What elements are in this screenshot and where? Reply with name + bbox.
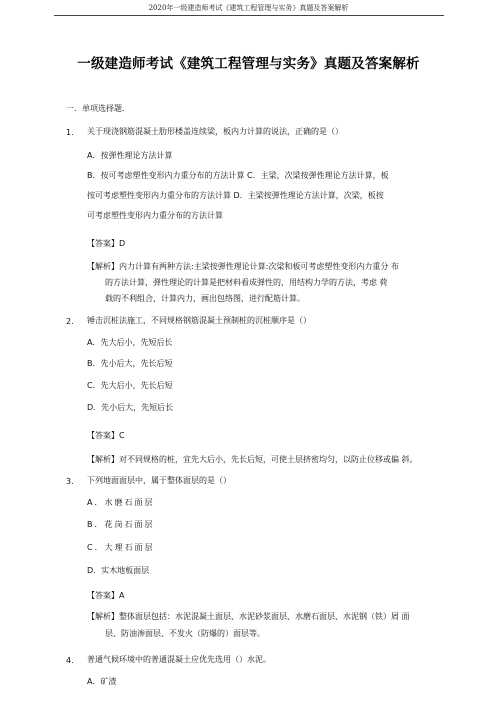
option-line: A．矿渣 bbox=[87, 677, 117, 686]
analysis-line: 层、防油渗面层、不发火（防爆的）面层等。 bbox=[105, 629, 265, 638]
option-line: D．实木地板面层 bbox=[87, 566, 150, 575]
option-line: C．大理石面层 bbox=[87, 543, 155, 552]
section-heading: 一．单项选择题. bbox=[66, 104, 125, 113]
option-line: B．花岗石面层 bbox=[87, 520, 155, 529]
option-line: C．先大后小，先长后短 bbox=[87, 381, 173, 390]
analysis-line: 【解析】整体面层包括：水泥混凝土面层、水泥砂浆面层、水磨石面层、水泥钢（铁）屑 面 bbox=[87, 612, 410, 621]
question-stem: 下列地面面层中，属于整体面层的是（） bbox=[87, 476, 231, 485]
option-line: B．按可考虑塑性变形内力重分布的方法计算 C．主梁，次梁按弹性理论方法计算，板 bbox=[87, 171, 389, 180]
document-title: 一级建造师考试《建筑工程管理与实务》真题及答案解析 bbox=[77, 56, 420, 72]
option-line: A．按弹性理论方法计算 bbox=[87, 151, 173, 160]
option-line: 可考虑塑性变形内力重分布的方法计算 bbox=[87, 211, 223, 220]
question-stem: 关于现浇钢筋混凝土肋形楼盖连续梁，板内力计算的说法，正确的是（） bbox=[87, 127, 343, 136]
question-number: 1. bbox=[66, 128, 74, 137]
analysis-line: 【解析】内力计算有两种方法:主梁按弹性理论计算:次梁和板可考虑塑性变形内力重分 布 bbox=[87, 262, 399, 271]
page-header: 2020年一级建造师考试《建筑工程管理与实务》真题及答案解析 bbox=[148, 4, 349, 12]
question-stem: 普通气候环境中的普通混凝土应优先选用（）水泥。 bbox=[87, 655, 271, 664]
question-stem: 锤击沉桩法施工，不同规格钢筋混凝土预制桩的沉桩顺序是（） bbox=[87, 316, 311, 325]
option-line: 按可考虑塑性变形内力重分布的方法计算 D．主梁按弹性理论方法计算，次梁，板按 bbox=[87, 191, 384, 200]
question-number: 4. bbox=[66, 656, 74, 665]
answer-line: 【答案】A bbox=[87, 591, 125, 600]
option-line: D．先小后大，先短后长 bbox=[87, 403, 174, 412]
answer-line: 【答案】C bbox=[87, 431, 125, 440]
option-line: A．水磨石面层 bbox=[87, 498, 155, 507]
header-divider bbox=[54, 15, 444, 16]
question-number: 3. bbox=[66, 477, 74, 486]
analysis-line: 的方法计算，弹性理论的计算是把材料看成弹性的，用结构力学的方法，考虑 荷 bbox=[105, 278, 388, 287]
analysis-line: 载的不利组合，计算内力，画出包络图，进行配筋计算。 bbox=[105, 294, 305, 303]
question-number: 2. bbox=[66, 317, 74, 326]
option-line: B．先小后大，先长后短 bbox=[87, 359, 173, 368]
answer-line: 【答案】D bbox=[87, 239, 126, 248]
analysis-line: 【解析】对不同规格的桩，宜先大后小，先长后短，可使土层挤密均匀，以防止位移或偏 斜。 bbox=[87, 455, 418, 464]
option-line: A．先大后小，先短后长 bbox=[87, 338, 173, 347]
